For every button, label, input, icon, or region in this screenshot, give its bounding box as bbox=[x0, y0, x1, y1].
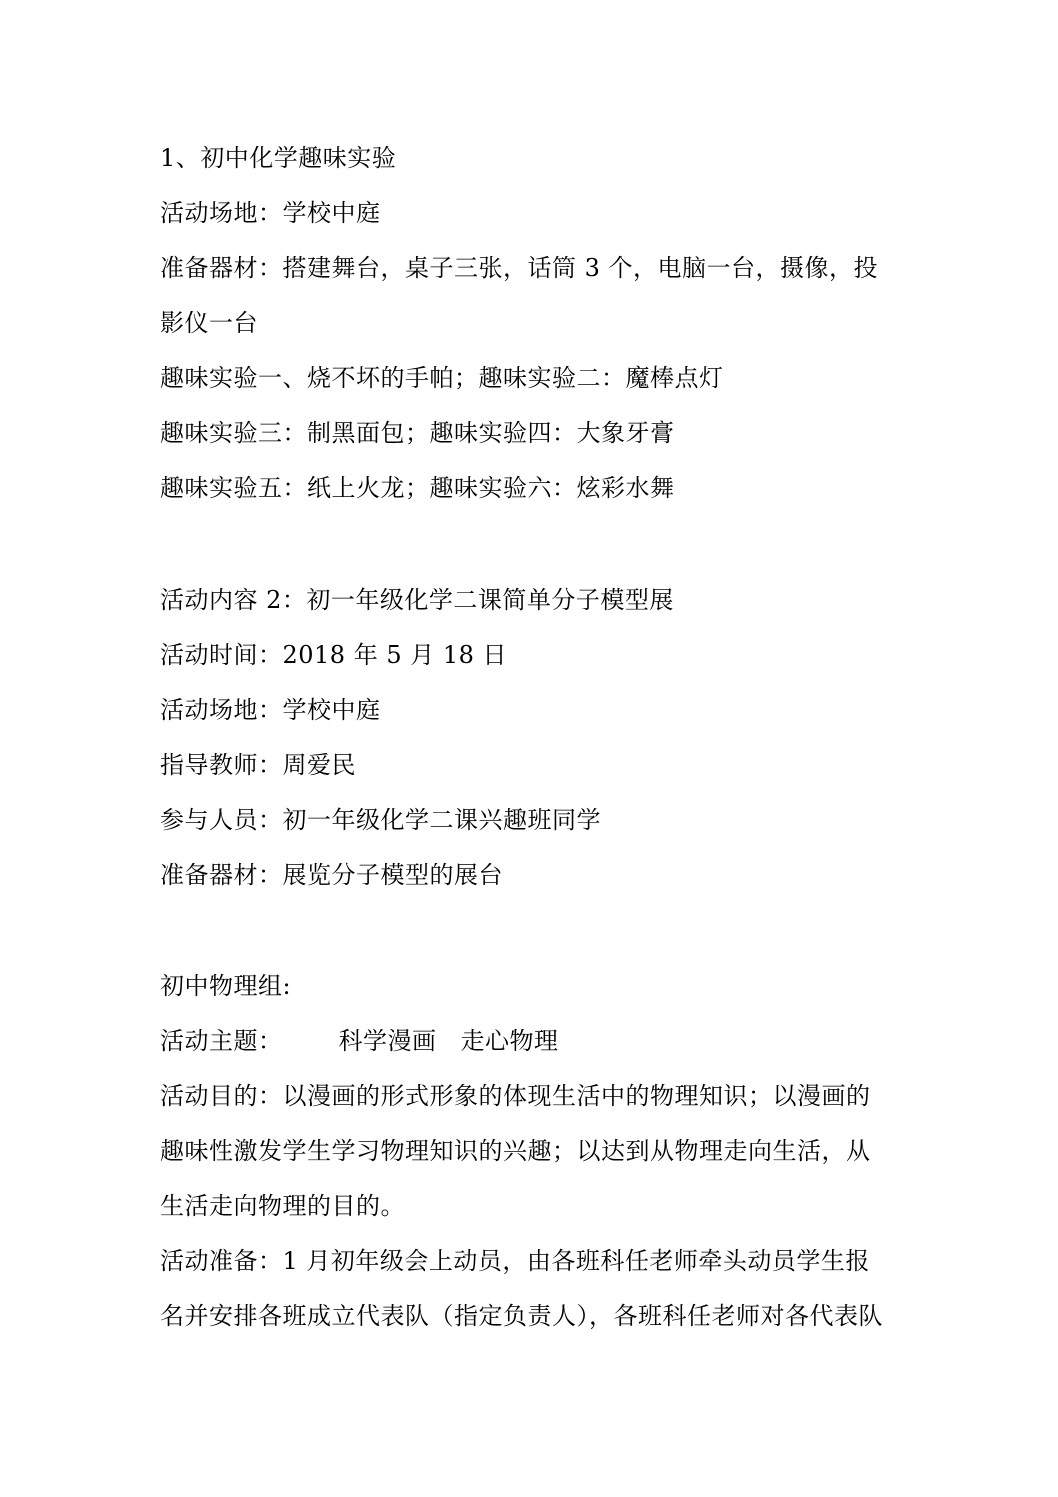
section1-title: 1、初中化学趣味实验 bbox=[160, 144, 397, 172]
section3-theme-part1: 科学漫画 bbox=[338, 1027, 437, 1055]
section1-equipment-line2: 影仪一台 bbox=[160, 309, 258, 337]
section1-equipment-line1: 准备器材：搭建舞台，桌子三张，话筒 3 个，电脑一台，摄像，投 bbox=[160, 254, 879, 282]
section2-teacher: 指导教师：周爱民 bbox=[160, 751, 356, 779]
section2-time: 活动时间：2018 年 5 月 18 日 bbox=[160, 641, 508, 669]
section1-experiments-5-6: 趣味实验五：纸上火龙；趣味实验六：炫彩水舞 bbox=[160, 474, 675, 502]
section3-purpose-line3: 生活走向物理的目的。 bbox=[160, 1192, 405, 1220]
section1-experiments-1-2: 趣味实验一、烧不坏的手帕；趣味实验二：魔棒点灯 bbox=[160, 364, 724, 392]
section2-venue: 活动场地：学校中庭 bbox=[160, 696, 381, 724]
section3-prep-line2: 名并安排各班成立代表队（指定负责人），各班科任老师对各代表队 bbox=[160, 1302, 883, 1330]
section3-group: 初中物理组: bbox=[160, 972, 292, 1000]
section2-equipment: 准备器材：展览分子模型的展台 bbox=[160, 861, 503, 889]
section1-venue: 活动场地：学校中庭 bbox=[160, 199, 381, 227]
section2-title: 活动内容 2：初一年级化学二课简单分子模型展 bbox=[160, 586, 674, 614]
section3-purpose-line1: 活动目的：以漫画的形式形象的体现生活中的物理知识；以漫画的 bbox=[160, 1082, 871, 1110]
section3-theme-part2: 走心物理 bbox=[460, 1027, 559, 1055]
section3-prep-line1: 活动准备：1 月初年级会上动员，由各班科任老师牵头动员学生报 bbox=[160, 1247, 870, 1275]
section3-theme-label: 活动主题： bbox=[160, 1027, 283, 1055]
section2-participants: 参与人员：初一年级化学二课兴趣班同学 bbox=[160, 806, 601, 834]
section3-theme bbox=[160, 1025, 559, 1057]
section3-purpose-line2: 趣味性激发学生学习物理知识的兴趣；以达到从物理走向生活，从 bbox=[160, 1137, 871, 1165]
section1-experiments-3-4: 趣味实验三：制黑面包；趣味实验四：大象牙膏 bbox=[160, 419, 675, 447]
